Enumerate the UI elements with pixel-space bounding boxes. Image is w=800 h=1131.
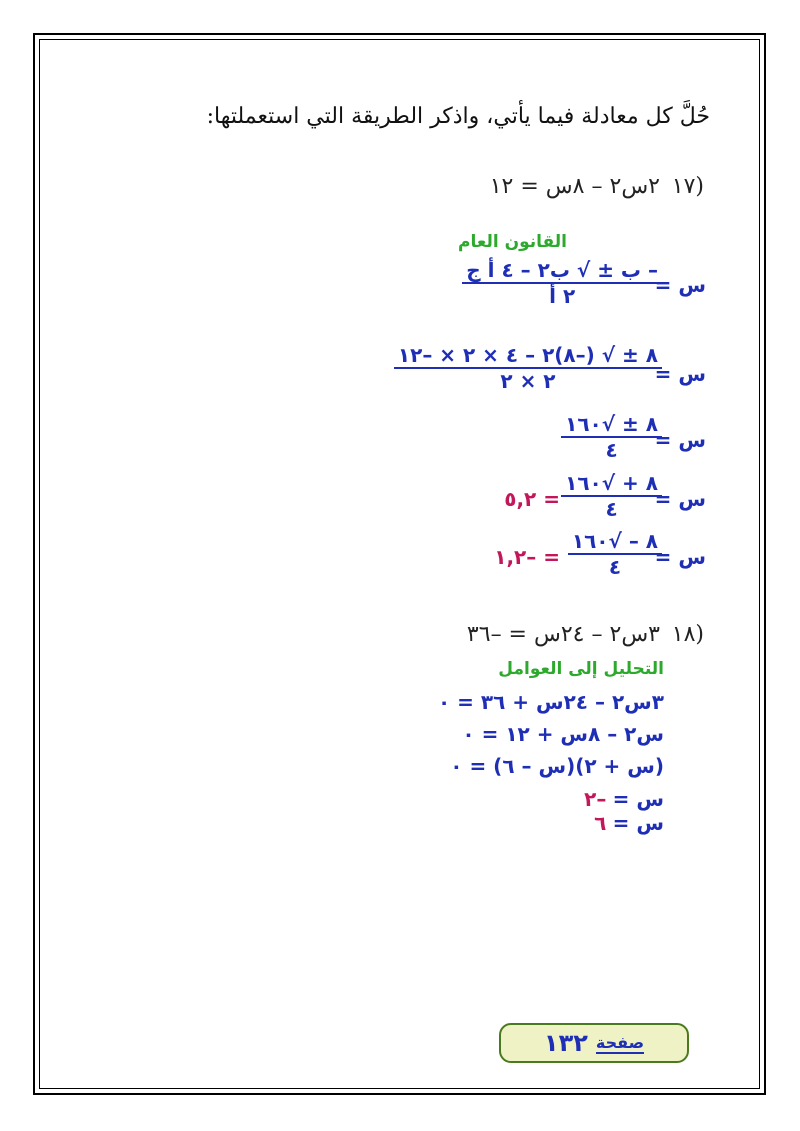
substitution-denominator: ٢ × ٢	[500, 369, 556, 393]
minus-root-fraction	[568, 529, 662, 579]
factoring-step-3: (س + ٢)(س – ٦) = ٠	[450, 754, 664, 778]
method-quadratic-formula-title: القانون العام	[458, 232, 567, 252]
plus-root-fraction	[561, 471, 662, 521]
root-2-line	[594, 811, 664, 835]
simplified-numerator: ٨ ± √١٦٠	[561, 412, 662, 438]
root-2-lhs: س =	[612, 811, 664, 835]
minus-root-lhs: س =	[654, 545, 706, 569]
plus-root-result: = ٥,٢	[504, 487, 560, 511]
substitution-numerator: ٨ ± √ (–٨)٢ – ٤ × ٢ × –١٢	[394, 343, 662, 369]
root-1-value: –٢	[584, 787, 607, 811]
formula-lhs: س =	[654, 273, 706, 297]
simplified-denominator: ٤	[605, 438, 618, 462]
problem-17-number: (١٧	[671, 174, 704, 199]
minus-root-result: = –١,٢	[494, 545, 560, 569]
root-2-value: ٦	[594, 811, 607, 835]
problem-17-equation: ٢س٢ – ٨س = ١٢	[489, 174, 660, 199]
quadratic-formula-numerator: – ب ± √ ب٢ – ٤ أ ج	[462, 258, 662, 284]
instruction-text: حُلَّ كل معادلة فيما يأتي، واذكر الطريقة التي استعملتها:	[206, 104, 710, 129]
minus-root-denominator: ٤	[608, 555, 622, 579]
factoring-step-1: ٣س٢ – ٢٤س + ٣٦ = ٠	[437, 690, 664, 714]
quadratic-formula-fraction	[462, 258, 662, 308]
minus-root-numerator: ٨ – √١٦٠	[568, 529, 662, 555]
plus-root-denominator: ٤	[605, 497, 618, 521]
root-1-line	[584, 787, 664, 811]
substitution-fraction	[394, 343, 662, 393]
page-number-badge	[499, 1023, 689, 1063]
page-number: ١٣٢	[543, 1029, 588, 1057]
substitution-lhs: س =	[654, 362, 706, 386]
plus-root-numerator: ٨ + √١٦٠	[561, 471, 662, 497]
problem-18-number: (١٨	[671, 622, 704, 647]
factoring-step-2: س٢ – ٨س + ١٢ = ٠	[462, 722, 664, 746]
simplified-lhs: س =	[654, 428, 706, 452]
method-factoring-title: التحليل إلى العوامل	[498, 659, 664, 679]
simplified-fraction	[561, 412, 662, 462]
page-label: صفحة	[595, 1032, 645, 1052]
plus-root-lhs: س =	[654, 487, 706, 511]
root-1-lhs: س =	[612, 787, 664, 811]
quadratic-formula-denominator: ٢ أ	[549, 284, 576, 308]
problem-18-equation: ٣س٢ – ٢٤س = –٣٦	[466, 622, 660, 647]
